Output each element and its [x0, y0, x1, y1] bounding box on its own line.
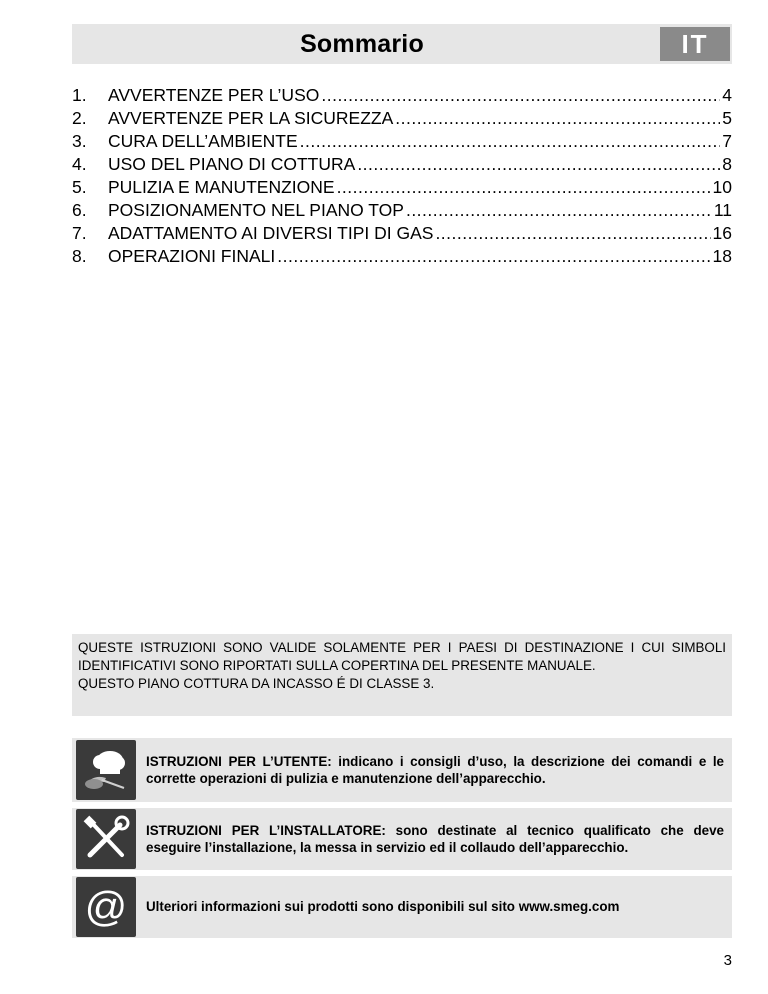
toc-number: 7. [72, 223, 87, 243]
user-instructions-box [72, 738, 732, 802]
toc-title: CURA DELL’AMBIENTE [108, 131, 298, 151]
toc-leader [277, 245, 710, 268]
toc-page: 8 [722, 154, 732, 174]
notice-class-text: QUESTO PIANO COTTURA DA INCASSO É DI CLASSE 3. [78, 676, 435, 691]
toc-leader [395, 107, 720, 130]
page-header [72, 24, 732, 64]
language-badge: IT [660, 27, 730, 61]
toc-entry[interactable] [72, 130, 732, 153]
page-title: Sommario [300, 29, 424, 58]
website-info-text: Ulteriori informazioni sui prodotti sono disponibili sul sito www.smeg.com [146, 899, 620, 915]
toc-entry[interactable] [72, 199, 732, 222]
toc-title: AVVERTENZE PER L’USO [108, 85, 320, 105]
toc-leader [337, 176, 711, 199]
notice-text: QUESTE ISTRUZIONI SONO VALIDE SOLAMENTE PER I PAESI DI DESTINAZIONE I CUI SIMBOLI IDENTIFICATIVI SONO RIPORTATI SULLA COPERTINA DEL PRESENTE MANUALE. [78, 640, 726, 673]
toc-entry[interactable] [72, 222, 732, 245]
toc-leader [321, 84, 720, 107]
toc-number: 5. [72, 177, 87, 197]
website-info-box [72, 876, 732, 938]
toc-number: 4. [72, 154, 87, 174]
toc-leader [300, 130, 721, 153]
toc-entry[interactable] [72, 107, 732, 130]
toc-title: POSIZIONAMENTO NEL PIANO TOP [108, 200, 404, 220]
toc-page: 4 [722, 85, 732, 105]
toc-title: PULIZIA E MANUTENZIONE [108, 177, 335, 197]
user-instructions-text: ISTRUZIONI PER L’UTENTE: indicano i consigli d’uso, la descrizione dei comandi e le corrette operazioni di pulizia e manutenzione dell’apparecchio. [146, 753, 724, 786]
svg-text:@: @ [84, 883, 128, 930]
toc-number: 8. [72, 246, 87, 266]
at-sign-icon [76, 877, 136, 937]
installer-instructions-box [72, 808, 732, 870]
toc-page: 11 [713, 200, 732, 220]
toc-entry[interactable] [72, 245, 732, 268]
chef-hat-icon [76, 740, 136, 800]
validity-notice [72, 634, 732, 716]
toc-entry[interactable] [72, 84, 732, 107]
toc-page: 16 [712, 223, 732, 243]
toc-leader [435, 222, 710, 245]
table-of-contents [72, 84, 732, 268]
tools-icon [76, 809, 136, 869]
page-number: 3 [723, 952, 732, 969]
toc-title: ADATTAMENTO AI DIVERSI TIPI DI GAS [108, 223, 434, 243]
toc-number: 1. [72, 85, 87, 105]
toc-number: 3. [72, 131, 87, 151]
toc-page: 18 [712, 246, 732, 266]
toc-page: 7 [722, 131, 732, 151]
toc-entry[interactable] [72, 176, 732, 199]
toc-leader [406, 199, 712, 222]
toc-title: OPERAZIONI FINALI [108, 246, 276, 266]
toc-number: 2. [72, 108, 87, 128]
toc-page: 10 [712, 177, 732, 197]
toc-leader [357, 153, 720, 176]
toc-title: AVVERTENZE PER LA SICUREZZA [108, 108, 394, 128]
toc-page: 5 [722, 108, 732, 128]
toc-number: 6. [72, 200, 87, 220]
installer-instructions-text: ISTRUZIONI PER L’INSTALLATORE: sono destinate al tecnico qualificato che deve eseguire l’installazione, la messa in servizio ed il collaudo dell’apparecchio. [146, 822, 724, 855]
toc-title: USO DEL PIANO DI COTTURA [108, 154, 356, 174]
toc-entry[interactable] [72, 153, 732, 176]
